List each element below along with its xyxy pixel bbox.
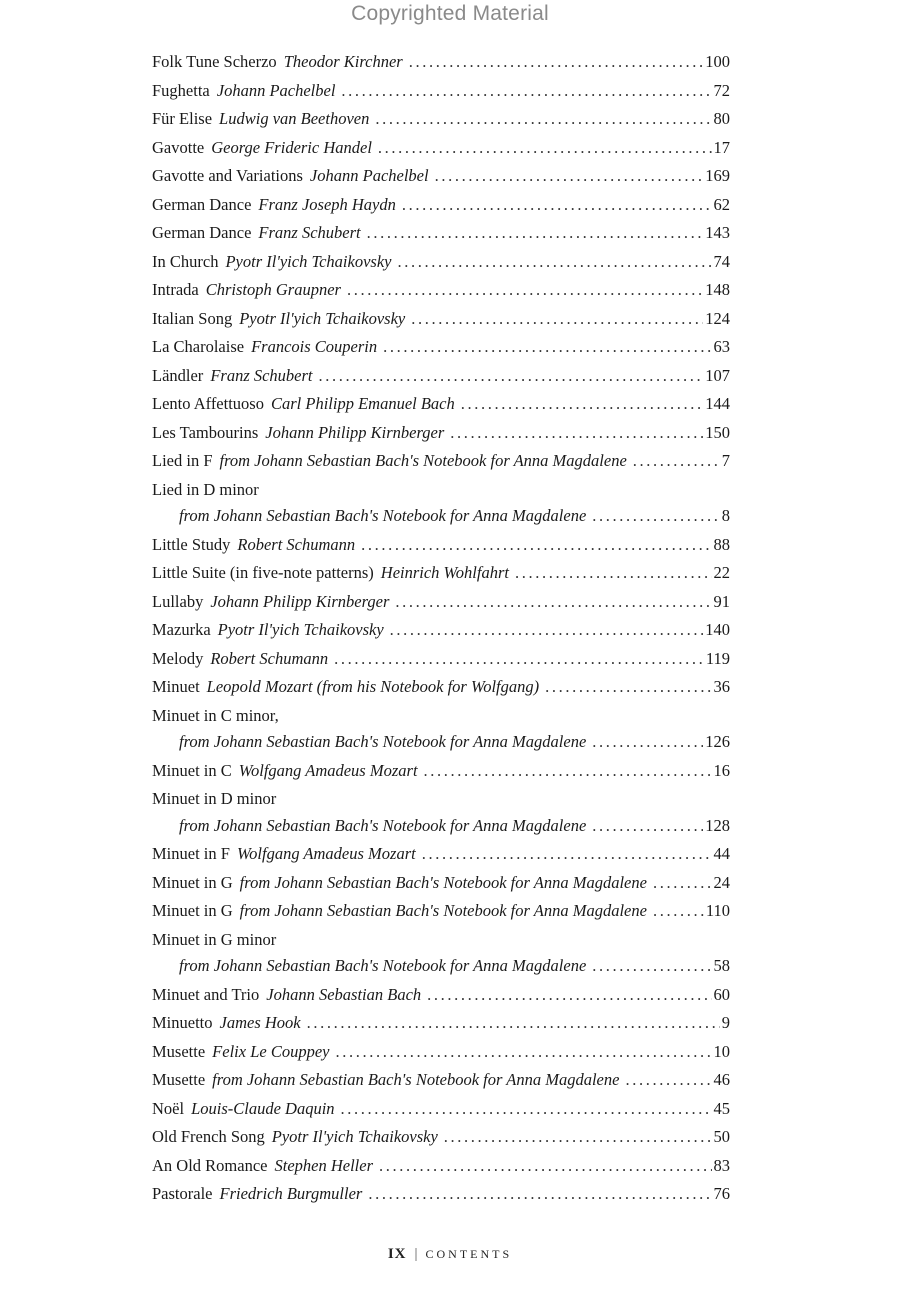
dot-leader (625, 1066, 711, 1095)
toc-entry-title: Für Elise (152, 109, 213, 128)
toc-entry-page: 36 (713, 677, 730, 696)
toc-entry-composer: from Johann Sebastian Bach's Notebook for Anna Magdalene (219, 451, 627, 470)
toc-entry-page: 119 (705, 648, 730, 668)
toc-entry-source-line (152, 952, 730, 981)
toc-entry-line (152, 588, 730, 617)
toc-entry-composer: Pyotr Il'yich Tchaikovsky (225, 251, 392, 271)
toc-entry-title: Minuet in G (152, 872, 233, 892)
toc-entry-composer: Johann Philipp Kirnberger (265, 422, 445, 442)
toc-entry (152, 869, 730, 898)
toc-entry-title: Little Study (152, 534, 231, 554)
toc-entry-line (152, 1066, 730, 1095)
dot-leader (378, 134, 712, 163)
dot-leader (422, 840, 712, 869)
toc-entry-composer: from Johann Sebastian Bach's Notebook for Anna Magdalene (179, 732, 587, 751)
toc-entry-title: Minuet in D minor (152, 789, 277, 808)
toc-entry (152, 981, 730, 1010)
toc-entry (152, 757, 730, 786)
toc-entry-line (152, 447, 730, 476)
toc-entry (152, 588, 730, 617)
toc-entry (152, 1009, 730, 1038)
toc-entry-source-line (152, 502, 730, 531)
toc-entry-title: Minuet in G minor (152, 929, 277, 949)
toc-entry-title: Minuetto (152, 1013, 213, 1032)
toc-entry-line (152, 616, 730, 645)
dot-leader (427, 981, 711, 1010)
toc-entry-line (152, 134, 730, 163)
toc-entry-title: In Church (152, 251, 219, 271)
toc-entry-page: 140 (705, 620, 730, 639)
toc-entry-composer: Pyotr Il'yich Tchaikovsky (217, 620, 384, 639)
toc-entry-composer: Franz Schubert (210, 365, 313, 385)
toc-entry-page: 63 (713, 337, 730, 356)
toc-entry-line (152, 333, 730, 362)
toc-entry-title: Gavotte (152, 137, 205, 157)
toc-entry-line (152, 305, 730, 334)
dot-leader (319, 362, 704, 391)
toc-entry (152, 48, 730, 77)
page-footer (0, 1246, 900, 1263)
toc-entry-page: 45 (713, 1098, 730, 1118)
toc-entry-page: 91 (713, 591, 730, 611)
toc-entry-line (152, 869, 730, 898)
toc-entry-composer: Francois Couperin (251, 337, 378, 356)
dot-leader (361, 531, 711, 560)
toc-entry-page: 72 (713, 80, 730, 100)
toc-entry-line (152, 757, 730, 786)
toc-entry-page: 17 (713, 137, 730, 157)
copyright-watermark: Copyrighted Material (351, 2, 549, 25)
toc-entry-line (152, 1038, 730, 1067)
toc-entry (152, 362, 730, 391)
toc-entry (152, 447, 730, 476)
toc-entry-line (152, 276, 730, 305)
toc-entry-composer: Wolfgang Amadeus Mozart (236, 844, 416, 863)
dot-leader (375, 105, 711, 134)
dot-leader (341, 77, 711, 106)
toc-entry-line (152, 897, 730, 926)
toc-entry-title: Folk Tune Scherzo (152, 52, 277, 71)
toc-entry-composer: Theodor Kirchner (283, 52, 403, 71)
toc-entry-page: 169 (705, 166, 730, 185)
toc-entry (152, 1038, 730, 1067)
dot-leader (461, 390, 703, 419)
toc-entry (152, 390, 730, 419)
toc-entry-page: 110 (705, 901, 730, 920)
toc-entry-line (152, 419, 730, 448)
toc-entry-source-line (152, 812, 730, 841)
toc-entry-composer: George Frideric Handel (211, 137, 372, 157)
toc-entry-line (152, 673, 730, 702)
toc-entry (152, 276, 730, 305)
toc-entry-page: 76 (713, 1184, 730, 1203)
toc-entry-title: An Old Romance (152, 1155, 268, 1175)
dot-leader (435, 162, 704, 191)
dot-leader (653, 869, 712, 898)
toc-entry-composer: Pyotr Il'yich Tchaikovsky (271, 1127, 438, 1146)
toc-entry-page: 144 (705, 394, 730, 413)
toc-entry-composer: Johann Sebastian Bach (266, 984, 422, 1004)
toc-entry-composer: Christoph Graupner (205, 280, 341, 299)
toc-entry-title: Minuet and Trio (152, 984, 260, 1004)
toc-entry-composer: Wolfgang Amadeus Mozart (238, 760, 418, 780)
dot-leader (368, 1180, 711, 1209)
toc-entry-line (152, 1180, 730, 1209)
toc-entry-line (152, 1009, 730, 1038)
toc-entry-composer: Louis-Claude Daquin (191, 1098, 335, 1118)
toc-entry-page: 126 (705, 732, 730, 751)
toc-entry-title: Fughetta (152, 80, 210, 100)
toc-entry-title: Minuet in G (152, 901, 233, 920)
dot-leader (402, 191, 712, 220)
toc-entry-title-line (152, 785, 730, 814)
dot-leader (334, 645, 704, 674)
toc-entry-line (152, 191, 730, 220)
dot-leader (367, 219, 704, 248)
toc-entry-page: 58 (713, 956, 730, 975)
toc-entry-page: 16 (713, 760, 730, 780)
toc-entry-page: 124 (705, 308, 730, 328)
toc-entry-title: Minuet (152, 677, 200, 696)
toc-entry (152, 333, 730, 362)
toc-entry-title: Pastorale (152, 1184, 213, 1203)
toc-entry-title: Les Tambourins (152, 422, 259, 442)
toc-entry-composer: Franz Schubert (258, 223, 361, 242)
toc-entry-line (152, 1152, 730, 1181)
toc-entry (152, 559, 730, 588)
toc-entry-line (152, 77, 730, 106)
toc-entry-title: Lento Affettuoso (152, 394, 264, 413)
toc-entry-composer: from Johann Sebastian Bach's Notebook for Anna Magdalene (179, 815, 587, 835)
toc-entry-line (152, 162, 730, 191)
toc-entry-line (152, 559, 730, 588)
toc-entry (152, 645, 730, 674)
toc-entry-page: 83 (713, 1155, 730, 1175)
toc-entry (152, 248, 730, 277)
toc-entry-composer: Felix Le Couppey (212, 1041, 330, 1061)
dot-leader (592, 952, 711, 981)
dot-leader (411, 305, 703, 334)
toc-entry (152, 673, 730, 702)
toc-entry-title: Musette (152, 1041, 206, 1061)
toc-entry-title: Musette (152, 1070, 206, 1089)
dot-leader (307, 1009, 720, 1038)
toc-entry-composer: Johann Pachelbel (216, 80, 336, 100)
toc-entry-line (152, 48, 730, 77)
toc-entry-title: Lied in F (152, 451, 213, 470)
toc-entry-page: 60 (713, 984, 730, 1004)
toc-entry-composer: Franz Joseph Haydn (258, 194, 396, 214)
toc-entry-title: German Dance (152, 223, 252, 242)
toc-entry (152, 897, 730, 926)
toc-entry (152, 1095, 730, 1124)
toc-entry-line (152, 219, 730, 248)
dot-leader (592, 728, 703, 757)
toc-entry-page: 148 (705, 280, 730, 299)
toc-entry-composer: from Johann Sebastian Bach's Notebook for Anna Magdalene (239, 901, 647, 920)
toc-entry-title-line (152, 476, 730, 505)
dot-leader (653, 897, 704, 926)
toc-entry-page: 80 (713, 109, 730, 128)
toc-entry (152, 134, 730, 163)
toc-entry-page: 62 (713, 194, 730, 214)
dot-leader (379, 1152, 712, 1181)
toc-entry (152, 1123, 730, 1152)
toc-entry-composer: from Johann Sebastian Bach's Notebook for Anna Magdalene (239, 872, 647, 892)
dot-leader (424, 757, 712, 786)
dot-leader (347, 276, 703, 305)
toc-entry-page: 128 (705, 815, 730, 835)
toc-entry-title: Minuet in F (152, 844, 230, 863)
dot-leader (335, 1038, 711, 1067)
toc-entry (152, 419, 730, 448)
toc-entry-composer: Robert Schumann (237, 534, 356, 554)
toc-entry (152, 162, 730, 191)
toc-entry-page: 24 (713, 872, 730, 892)
table-of-contents (152, 48, 730, 1209)
toc-entry-page: 22 (713, 563, 730, 582)
toc-entry-page: 10 (713, 1041, 730, 1061)
toc-entry-page: 150 (705, 422, 730, 442)
toc-entry-title: Gavotte and Variations (152, 166, 303, 185)
toc-entry-title-line (152, 926, 730, 955)
toc-entry (152, 1152, 730, 1181)
toc-entry (152, 616, 730, 645)
toc-entry-title: Old French Song (152, 1127, 265, 1146)
toc-entry-composer: James Hook (219, 1013, 301, 1032)
toc-entry-source-line (152, 728, 730, 757)
toc-entry-line (152, 981, 730, 1010)
toc-entry-title: Ländler (152, 365, 204, 385)
dot-leader (444, 1123, 712, 1152)
toc-entry-composer: Robert Schumann (210, 648, 329, 668)
toc-entry-page: 107 (705, 365, 730, 385)
dot-leader (592, 502, 719, 531)
toc-entry-page: 9 (721, 1013, 730, 1032)
toc-entry-page: 100 (705, 52, 730, 71)
toc-entry-composer: Johann Philipp Kirnberger (210, 591, 390, 611)
dot-leader (383, 333, 711, 362)
toc-entry (152, 926, 730, 981)
toc-entry-title: Little Suite (in five-note patterns) (152, 563, 374, 582)
toc-entry-title-line (152, 702, 730, 731)
toc-entry-title: Italian Song (152, 308, 233, 328)
dot-leader (450, 419, 703, 448)
toc-entry (152, 1066, 730, 1095)
toc-entry-page: 7 (721, 451, 730, 470)
toc-entry-line (152, 1095, 730, 1124)
footer-section-label: CONTENTS (425, 1247, 513, 1261)
toc-entry (152, 785, 730, 840)
toc-entry-title: La Charolaise (152, 337, 245, 356)
toc-entry-composer: from Johann Sebastian Bach's Notebook for Anna Magdalene (212, 1070, 620, 1089)
dot-leader (341, 1095, 712, 1124)
toc-entry-title: Intrada (152, 280, 199, 299)
toc-entry-page: 143 (705, 223, 730, 242)
dot-leader (515, 559, 712, 588)
toc-entry (152, 77, 730, 106)
toc-entry-composer: Johann Pachelbel (309, 166, 429, 185)
toc-entry-title: Mazurka (152, 620, 211, 639)
toc-entry-line (152, 645, 730, 674)
toc-entry-composer: Friedrich Burgmuller (219, 1184, 363, 1203)
toc-entry-title: Melody (152, 648, 204, 668)
toc-entry-line (152, 248, 730, 277)
dot-leader (545, 673, 711, 702)
dot-leader (592, 812, 703, 841)
toc-entry-composer: Ludwig van Beethoven (219, 109, 370, 128)
toc-entry-title: Lied in D minor (152, 479, 259, 499)
toc-entry (152, 702, 730, 757)
toc-entry-page: 88 (713, 534, 730, 554)
toc-entry-line (152, 390, 730, 419)
toc-entry-composer: Leopold Mozart (from his Notebook for Wolfgang) (206, 677, 540, 696)
toc-entry (152, 305, 730, 334)
toc-entry (152, 531, 730, 560)
toc-entry (152, 105, 730, 134)
dot-leader (633, 447, 720, 476)
toc-entry-page: 74 (713, 251, 730, 271)
toc-entry-composer: from Johann Sebastian Bach's Notebook for Anna Magdalene (179, 956, 587, 975)
toc-entry-line (152, 840, 730, 869)
toc-entry (152, 476, 730, 531)
toc-entry (152, 1180, 730, 1209)
toc-entry (152, 840, 730, 869)
toc-entry-composer: from Johann Sebastian Bach's Notebook for Anna Magdalene (179, 506, 587, 525)
toc-entry (152, 219, 730, 248)
dot-leader (397, 248, 711, 277)
footer-page-number: IX (387, 1246, 407, 1262)
toc-entry-composer: Pyotr Il'yich Tchaikovsky (239, 308, 406, 328)
toc-entry-composer: Stephen Heller (274, 1155, 373, 1175)
toc-entry-title: Minuet in C (152, 760, 232, 780)
toc-entry-title: German Dance (152, 194, 252, 214)
dot-leader (395, 588, 711, 617)
toc-entry-line (152, 1123, 730, 1152)
toc-entry-line (152, 105, 730, 134)
toc-entry-page: 46 (713, 1070, 730, 1089)
toc-entry-line (152, 531, 730, 560)
toc-entry-page: 8 (721, 506, 730, 525)
toc-entry-page: 50 (713, 1127, 730, 1146)
toc-entry-line (152, 362, 730, 391)
toc-entry-composer: Carl Philipp Emanuel Bach (270, 394, 455, 413)
toc-entry-title: Noël (152, 1098, 185, 1118)
toc-entry (152, 191, 730, 220)
toc-entry-composer: Heinrich Wohlfahrt (380, 563, 509, 582)
toc-entry-title: Lullaby (152, 591, 204, 611)
footer-separator: | (414, 1246, 418, 1262)
toc-entry-page: 44 (713, 844, 730, 863)
dot-leader (409, 48, 704, 77)
dot-leader (390, 616, 704, 645)
toc-entry-title: Minuet in C minor, (152, 705, 279, 725)
